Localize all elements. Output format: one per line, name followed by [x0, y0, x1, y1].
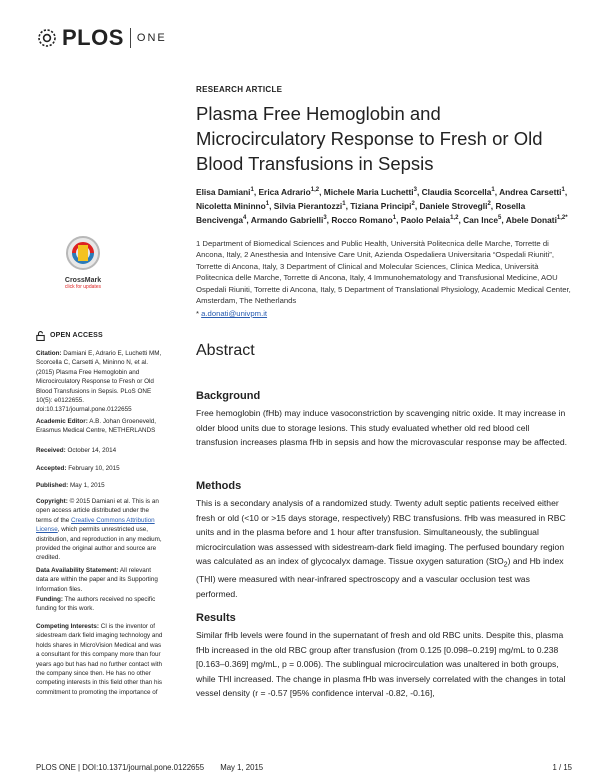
published-block — [36, 481, 164, 490]
author-affiliation-sup: 1 — [491, 187, 495, 193]
methods-text-part2: ) and Hb index (THI) were measured with near-infrared spectroscopy and a vascular occlusion test was performed. — [196, 556, 564, 599]
copyright-text-1: © 2015 Damiani et al. This is an open access article distributed under the terms of the — [36, 498, 159, 524]
competing-interests-label: Competing Interests: — [36, 623, 99, 630]
crossmark-label: CrossMark — [64, 277, 102, 284]
author-name: Abele Donati — [505, 215, 557, 226]
article-type: RESEARCH ARTICLE — [196, 85, 283, 94]
methods-text-part1: This is a secondary analysis of a randomized study. Twenty adult septic patients received either fresh or old (<10 or >15 days storage, respectively) RBC transfusions. fHb was measured in RBC units and in the plasma before and 1 hour after transfusion. Simultaneously, the sublingual microcirculation was assessed with sidestream-dark field imaging. The perfused boundary region was calculated as an index of glycocalyx damage. Tissue oxygen saturation (StO — [196, 498, 566, 566]
accepted-label: Accepted: — [36, 465, 67, 472]
data-availability-label: Data Availability Statement: — [36, 567, 119, 574]
footer-left — [36, 763, 263, 772]
data-availability-text: All relevant data are within the paper and its Supporting Information files. — [36, 567, 158, 593]
affiliation-number: 3 — [280, 261, 287, 271]
author-affiliation-sup: 3 — [323, 215, 327, 222]
author-affiliation-sup: 1 — [265, 201, 270, 208]
citation-block — [36, 349, 164, 415]
editor-text: A.B. Johan Groeneveld, Erasmus Medical Centre, NETHERLANDS — [36, 418, 157, 435]
published-label: Published: — [36, 482, 69, 489]
author-name: Nicoletta Mininno — [196, 201, 266, 211]
author-affiliation-sup: 1,2 — [310, 187, 320, 193]
author-name: Erica Adrario — [258, 186, 311, 197]
author-name: Rocco Romano — [331, 215, 393, 226]
email-mark: * — [196, 309, 199, 318]
data-availability-block — [36, 566, 164, 594]
author-affiliation-sup: 1,2* — [556, 215, 568, 222]
author-name: Elisa Damiani — [196, 186, 251, 197]
author-name: Armando Gabrielli — [250, 215, 324, 226]
citation-text: Damiani E, Adrario E, Luchetti MM, Scorcella C, Carsetti A, Mininno N, et al. (2015) Plasma Free Hemoglobin and Microcirculatory Response to Fresh or Old Blood Transfusions in Sepsis. PLoS ONE 10(5): e0122655. doi:10.1371/journal.pone.0122655 — [36, 350, 162, 414]
author-name: Rosella Bencivenga — [196, 201, 526, 226]
affiliation-text: Department of Clinical and Molecular Sciences, Clinica Medica, Università Politecnica delle Marche, Torrette di Ancona, Italy, — [196, 261, 539, 283]
affiliation-text: Immunohematology and Transfusional Medicine, AOU Ospedali Riuniti, Torrette di Ancona, Italy, — [196, 273, 558, 294]
author-name: Can Ince — [463, 215, 499, 226]
accepted-date: February 10, 2015 — [68, 465, 120, 472]
journal-name: ONE — [136, 32, 167, 44]
background-text: Free hemoglobin (fHb) may induce vasoconstriction by scavenging nitric oxide. It may increase in older blood units due to storage lesions. This study evaluated whether old red blood cell transfusion increases plasma fHb in sepsis and how the microvascular response may be affected. — [196, 408, 567, 447]
abstract-heading: Abstract — [196, 342, 255, 359]
author-affiliation-sup: 1 — [392, 215, 397, 222]
author-name: Michele Maria Luchetti — [323, 186, 414, 197]
page-footer — [36, 763, 572, 772]
methods-heading: Methods — [196, 480, 242, 492]
author-affiliation-sup: 1,2 — [450, 215, 459, 222]
author-name: Claudia Scorcella — [421, 186, 492, 197]
author-affiliation-sup: 1 — [342, 201, 346, 208]
copyright-block — [36, 497, 164, 563]
editor-block — [36, 417, 164, 436]
corresponding-email — [196, 309, 572, 318]
competing-interests-block — [36, 622, 164, 697]
published-date: May 1, 2015 — [69, 482, 105, 489]
plos-logo-icon — [36, 27, 58, 49]
affiliations — [196, 238, 572, 306]
author-affiliation-sup: 5 — [498, 215, 502, 222]
author-affiliation-sup: 2 — [411, 201, 415, 208]
journal-logo — [36, 24, 167, 52]
funding-label: Funding: — [36, 596, 63, 603]
received-label: Received: — [36, 447, 66, 454]
author-affiliation-sup: 1 — [250, 187, 254, 193]
logo-divider — [130, 28, 131, 48]
funding-block — [36, 595, 164, 614]
copyright-label: Copyright: — [36, 498, 68, 505]
affiliation-number: 2 — [244, 250, 251, 260]
crossmark-icon — [60, 234, 106, 272]
received-block — [36, 446, 164, 455]
author-name: Andrea Carsetti — [499, 186, 562, 197]
open-access-label: OPEN ACCESS — [50, 332, 103, 340]
methods-subscript: 2 — [503, 560, 508, 569]
crossmark-badge[interactable] — [60, 234, 106, 288]
footer-date: May 1, 2015 — [220, 763, 264, 772]
open-access-badge — [36, 331, 164, 341]
author-name: Daniele Strovegli — [419, 201, 488, 211]
crossmark-sub: click for updates — [64, 284, 102, 290]
author-affiliation-sup: 3 — [413, 187, 417, 193]
editor-label: Academic Editor: — [36, 418, 88, 425]
results-text: Similar fHb levels were found in the supernatant of fresh and old RBC units. Despite this, plasma fHb increased in the old RBC group after transfusion (from 0.125 [0.098–0.219] mg/mL to 0.238 [0.163–0.369] mg/mL, p = 0.006). The sublingual microcirculation was unaltered in both groups, while THI increased. The change in plasma fHb was inversely correlated with the changes in total vessel density (r = -0.57 [95% confidence interval -0.82, -0.16], — [196, 630, 566, 698]
author-affiliation-sup: 2 — [487, 201, 491, 208]
author-name: Silvia Pierantozzi — [273, 201, 343, 211]
page-number: 1 / 15 — [552, 763, 572, 772]
brand-name: PLOS — [62, 25, 124, 50]
methods-text — [196, 496, 572, 601]
results-heading: Results — [196, 612, 236, 624]
affiliation-text: Department of Biomedical Sciences and Public Health, Università Politecnica delle Marche, Torrette di Ancona, Italy, — [196, 239, 549, 260]
affiliation-number: 5 — [338, 284, 345, 294]
author-affiliation-sup: 4 — [243, 215, 247, 222]
competing-interests-text: CI is the inventor of sidestream dark field imaging technology and holds shares in MicroVision Medical and was a consultant for this company more than four years ago but has had no further contact with the company since then. He has no other competing interests in this field other than his commitment to promoting the importance of — [36, 623, 163, 696]
affiliation-number: 4 — [367, 273, 374, 283]
open-lock-icon — [36, 331, 45, 341]
footer-doi: PLOS ONE | DOI:10.1371/journal.pone.0122655 — [36, 763, 205, 772]
affiliation-number: 1 — [196, 239, 203, 248]
author-list: Elisa Damiani$^1$, Erica Adrario$^{1,2}$, Michele Maria Luchetti$^3$, Claudia Scorcella$^1$, Andrea Carsetti$^1$, Nicoletta Mininno$^1$, Silvia Pierantozzi$^1$, Tiziana Principi$^2$, Daniele Strovegli$^2$, Rosella Bencivenga$^4$, Armando Gabrielli$^3$, Rocco Romano$^1$, Paolo Pelaia$^{1,2}$, Can Ince$^5$, Abele Donati$^{1,2*}$ — [196, 186, 568, 226]
affiliation-text: Department of Translational Physiology, Academic Medical Center, Amsterdam, The Netherlands — [196, 284, 571, 306]
accepted-block — [36, 464, 164, 473]
funding-text: The authors received no specific funding for this work. — [36, 596, 156, 613]
background-heading: Background — [196, 390, 261, 402]
article-title: Plasma Free Hemoglobin and Microcirculatory Response to Fresh or Old Blood Transfusions in Sepsis — [196, 103, 543, 174]
received-date: October 14, 2014 — [67, 447, 117, 454]
author-name: Tiziana Principi — [350, 201, 412, 211]
email-link[interactable]: a.donati@univpm.it — [201, 309, 268, 318]
author-affiliation-sup: 1 — [561, 187, 565, 193]
citation-label: Citation: — [36, 350, 62, 357]
license-link[interactable]: Creative Commons Attribution License — [36, 516, 155, 534]
copyright-text-2: , which permits unrestricted use, distribution, and reproduction in any medium, provided the original author and source are credited. — [36, 526, 162, 562]
affiliation-text: Anesthesia and Intensive Care Unit, Azienda Ospedaliera Universitaria “Ospedali Riuniti”, Torrette di Ancona, Italy, — [196, 250, 554, 271]
author-name: Paolo Pelaia — [400, 215, 451, 226]
